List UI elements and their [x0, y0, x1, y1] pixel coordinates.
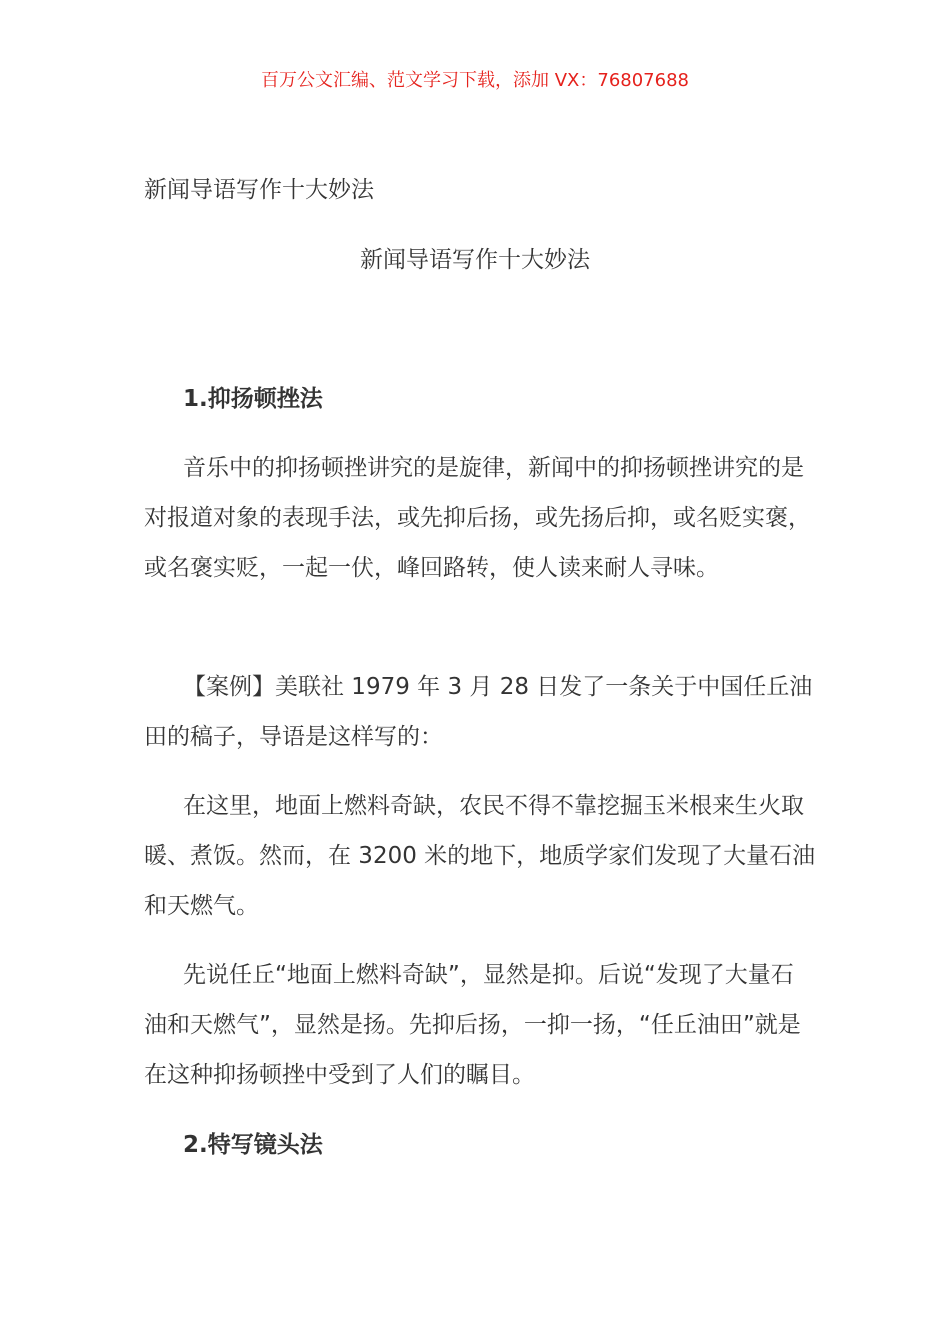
section-heading-1: 1.抑扬顿挫法 [183, 386, 323, 412]
paragraph-intro: 音乐中的抑扬顿挫讲究的是旋律，新闻中的抑扬顿挫讲究的是对报道对象的表现手法，或先抑后扬，或先扬后抑，或名贬实褒，或名褒实贬，一起一伏，峰回路转，使人读来耐人寻味。 [144, 455, 811, 581]
paragraph-lead-quote: 在这里，地面上燃料奇缺，农民不得不靠挖掘玉米根来生火取暖、煮饭。然而，在 3200 米的地下，地质学家们发现了大量石油和天燃气。 [144, 793, 816, 919]
center-title: 新闻导语写作十大妙法 [360, 247, 590, 273]
section-heading-2: 2.特写镜头法 [183, 1132, 323, 1158]
document-title: 新闻导语写作十大妙法 [144, 177, 374, 203]
paragraph-case: 【案例】美联社 1979 年 3 月 28 日发了一条关于中国任丘油田的稿子，导语是这样写的： [144, 674, 813, 750]
paragraph-analysis: 先说任丘“地面上燃料奇缺”，显然是抑。后说“发现了大量石油和天燃气”，显然是扬。先抑后扬，一抑一扬，“任丘油田”就是在这种抑扬顿挫中受到了人们的瞩目。 [144, 962, 801, 1088]
header-banner: 百万公文汇编、范文学习下载，添加 VX：76807688 [261, 70, 689, 91]
